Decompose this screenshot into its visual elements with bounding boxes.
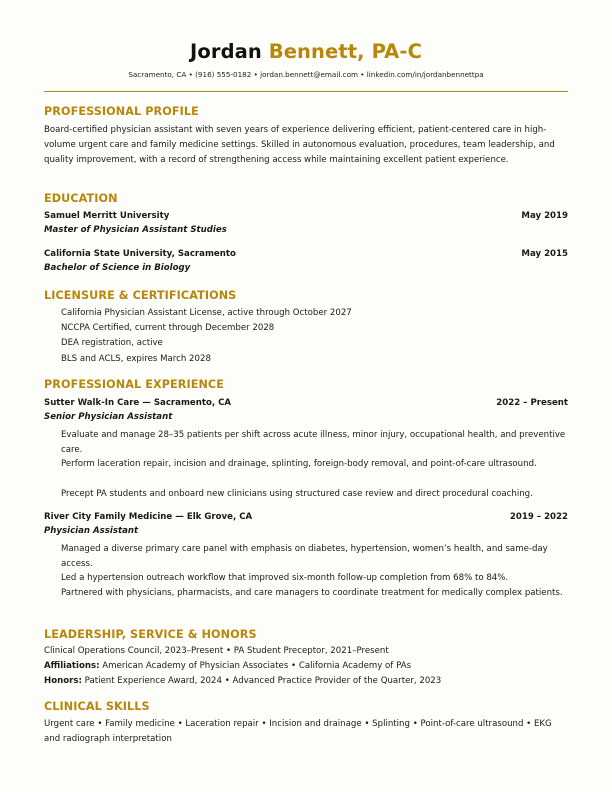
section-title-experience: PROFESSIONAL EXPERIENCE: [44, 378, 224, 391]
license-item: California Physician Assistant License, active through October 2027: [61, 308, 352, 318]
section-title-education: EDUCATION: [44, 192, 118, 205]
profile-summary: Board-certified physician assistant with seven years of experience delivering efficient, patient-centered care in high-volume urgent care and family medicine settings. Skilled in autonomous evaluation, procedures, team leadership, and quality improvement, with a record of strengthening access while maintaining excellent patient experience.: [44, 125, 555, 165]
job-bullet: Evaluate and manage 28–35 patients per shift across acute illness, minor injury, occupational health, and preventive care.: [61, 430, 566, 455]
honors-value: Patient Experience Award, 2024 • Advanced Practice Provider of the Quarter, 2023: [81, 676, 442, 686]
job-bullet: Managed a diverse primary care panel with emphasis on diabetes, hypertension, women’s health, and same-day access.: [61, 544, 548, 569]
school-name: California State University, Sacramento: [44, 249, 236, 259]
graduation-date: May 2019: [521, 211, 568, 221]
section-title-profile: PROFESSIONAL PROFILE: [44, 105, 199, 118]
education-item: [44, 249, 568, 263]
license-item: BLS and ACLS, expires March 2028: [61, 354, 211, 364]
section-title-leadership: LEADERSHIP, SERVICE & HONORS: [44, 628, 257, 641]
job-dates: 2019 – 2022: [509, 512, 568, 522]
skills-list: Urgent care • Family medicine • Laceration repair • Incision and drainage • Splinting • Point-of-care ultrasound • EKG and radiograph interpretation: [44, 719, 552, 744]
job-header: [44, 398, 568, 412]
honors-line: [44, 674, 568, 689]
job-dates: 2022 – Present: [496, 398, 568, 408]
degree: Bachelor of Science in Biology: [44, 263, 191, 273]
school-name: Samuel Merritt University: [44, 211, 170, 221]
employer: Sutter Walk-In Care — Sacramento, CA: [44, 398, 232, 408]
contact-line: Sacramento, CA • (916) 555-0182 • jordan.bennett@email.com • linkedin.com/in/jordanbennettpa: [128, 70, 484, 79]
honors-label: Honors:: [44, 676, 82, 686]
header-divider: [44, 91, 568, 92]
section-title-skills: CLINICAL SKILLS: [44, 700, 150, 713]
job-bullet: Led a hypertension outreach workflow that improved six-month follow-up completion from 68% to 84%.: [61, 573, 509, 583]
leadership-roles: Clinical Operations Council, 2023–Present • PA Student Preceptor, 2021–Present: [44, 646, 389, 656]
degree: Master of Physician Assistant Studies: [44, 225, 227, 235]
job-bullet: Precept PA students and onboard new clinicians using structured case review and direct procedural coaching.: [61, 489, 533, 499]
last-name: Bennett, PA-C: [268, 40, 422, 63]
license-item: DEA registration, active: [61, 338, 163, 348]
affiliations-line: [44, 659, 568, 674]
affiliations-value: American Academy of Physician Associates • California Academy of PAs: [99, 661, 412, 671]
job-title: Physician Assistant: [44, 526, 139, 536]
license-item: NCCPA Certified, current through December 2028: [61, 323, 275, 333]
job-bullet: Perform laceration repair, incision and drainage, splinting, foreign-body removal, and point-of-care ultrasound.: [61, 459, 537, 469]
candidate-name: [0, 40, 612, 63]
employer: River City Family Medicine — Elk Grove, CA: [44, 512, 253, 522]
affiliations-label: Affiliations:: [44, 661, 100, 671]
first-name: Jordan: [190, 40, 262, 63]
education-item: [44, 211, 568, 225]
section-title-licensure: LICENSURE & CERTIFICATIONS: [44, 289, 237, 302]
job-bullet: Partnered with physicians, pharmacists, and care managers to coordinate treatment for medically complex patients.: [61, 588, 563, 598]
job-header: [44, 512, 568, 526]
graduation-date: May 2015: [521, 249, 568, 259]
job-title: Senior Physician Assistant: [44, 412, 173, 422]
